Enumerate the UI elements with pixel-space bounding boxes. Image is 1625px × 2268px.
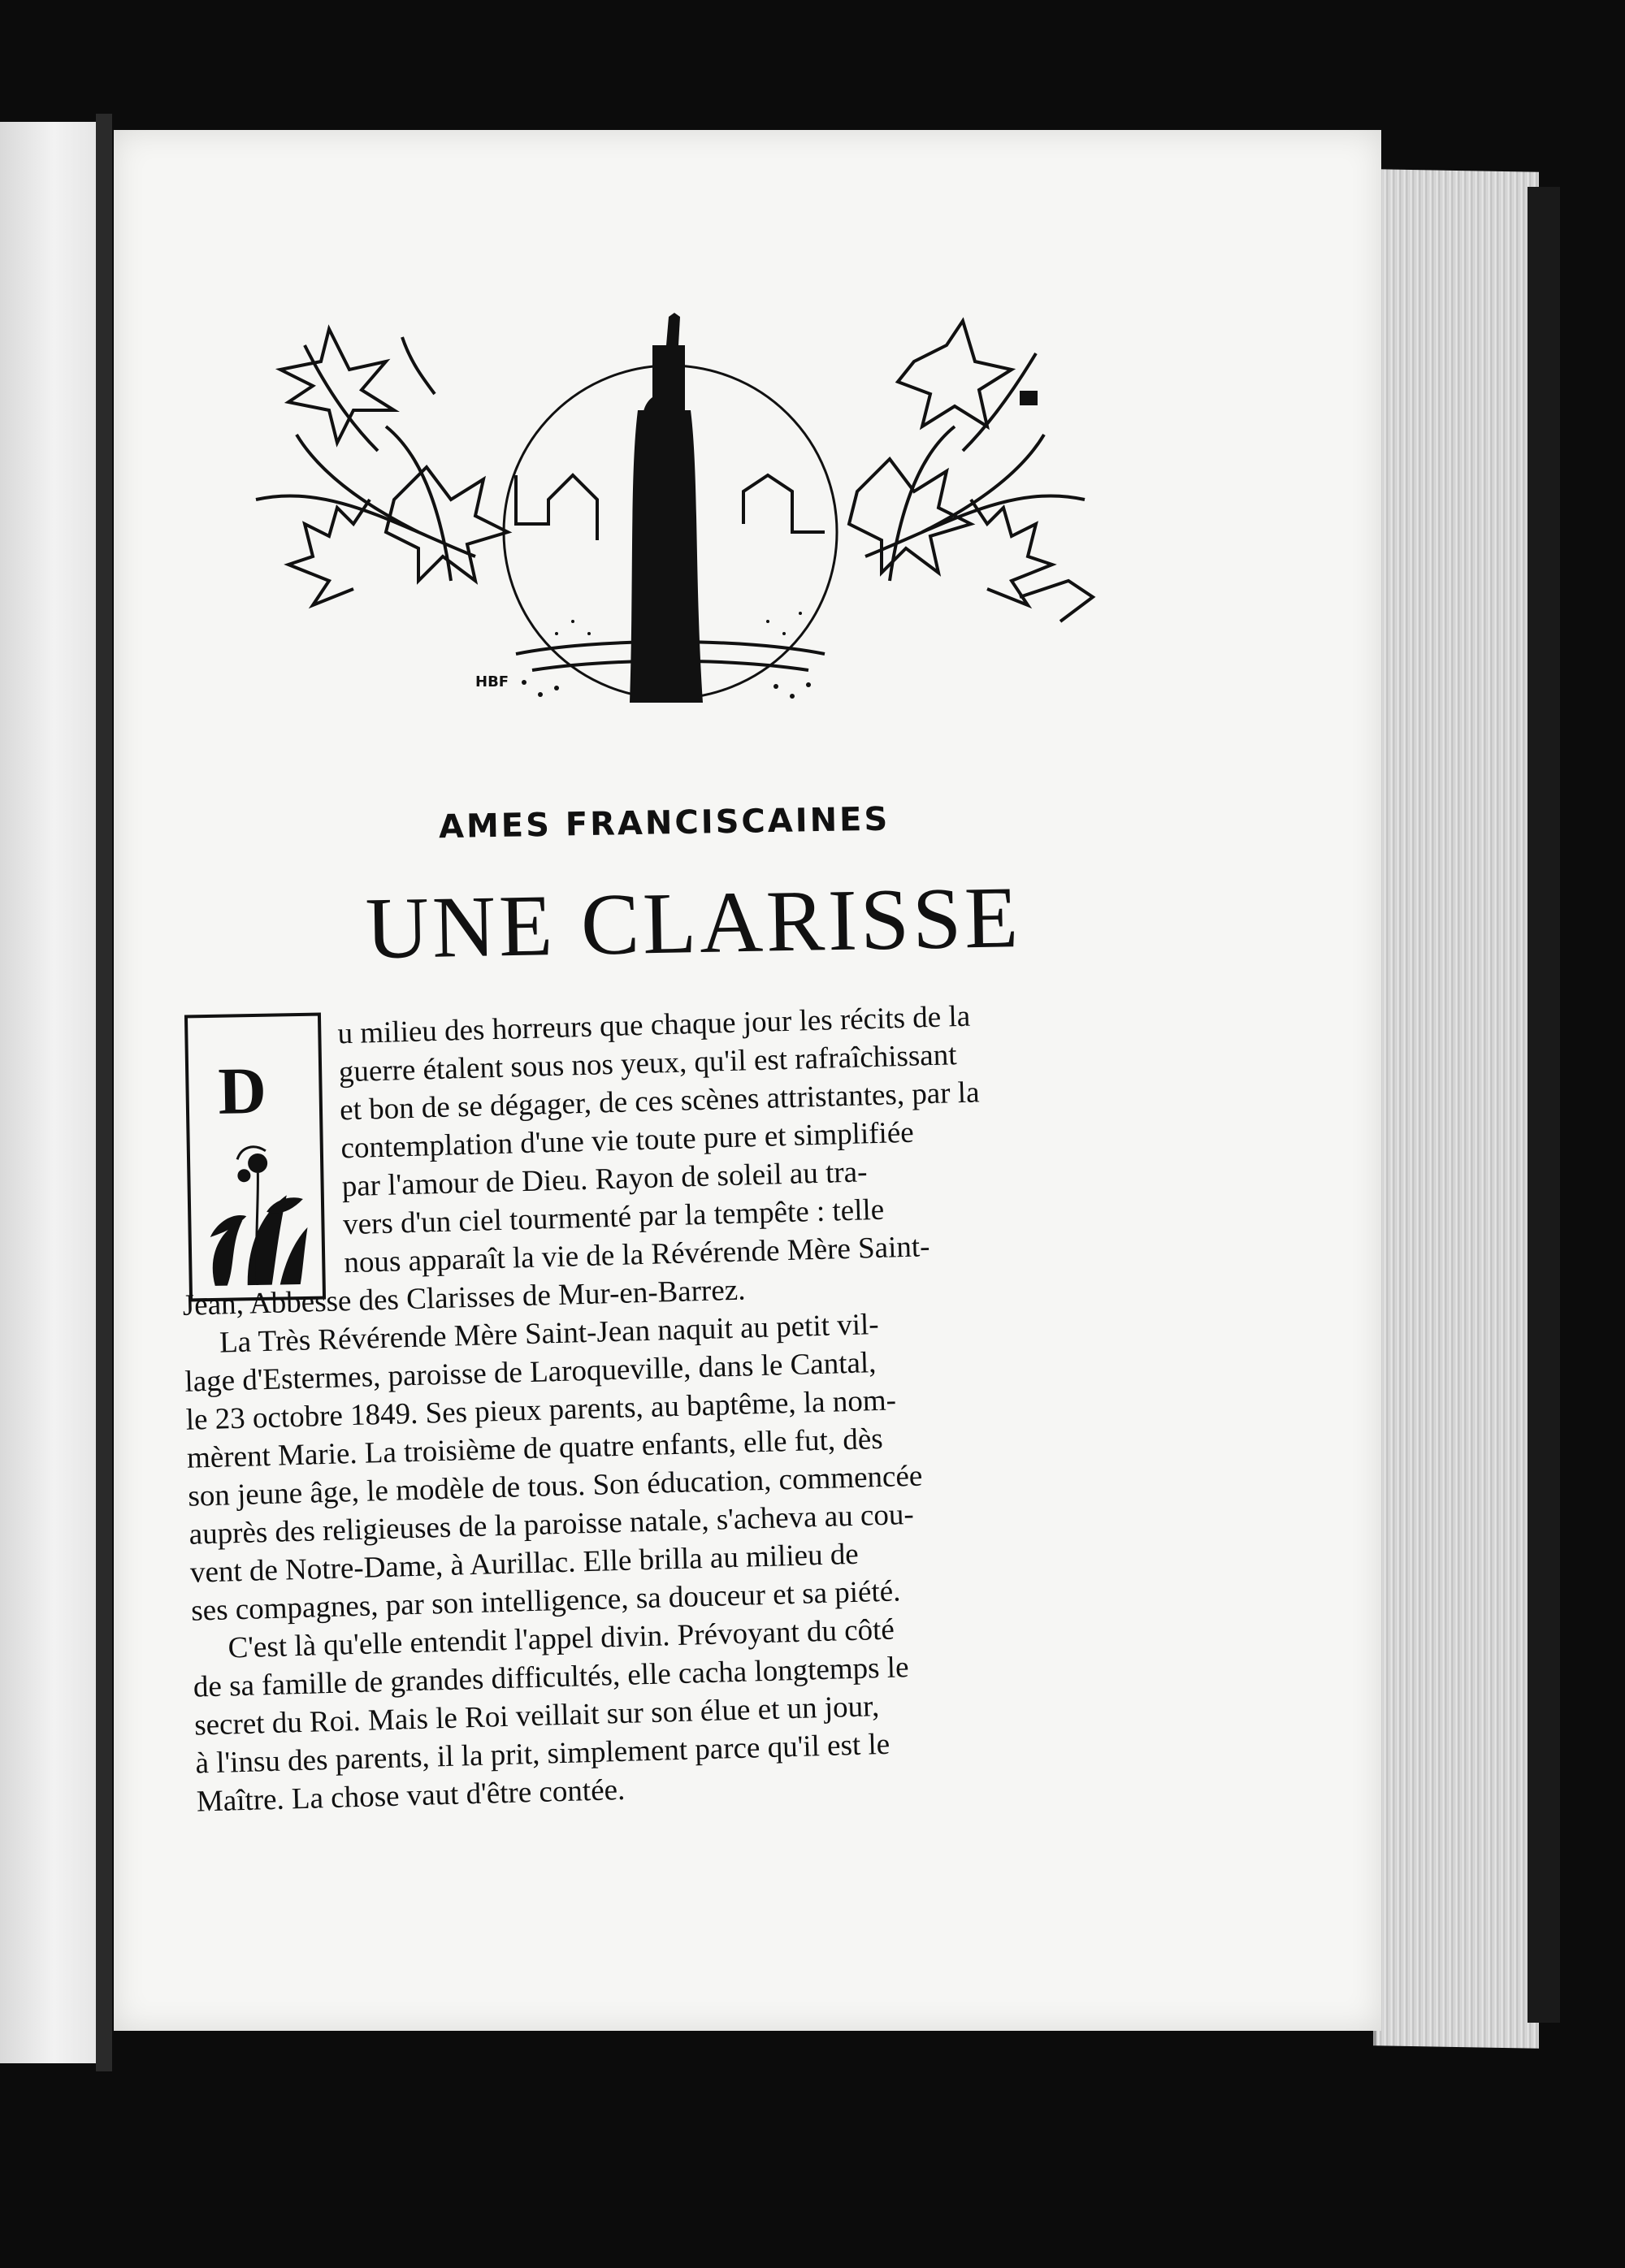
line: mèrent Marie. La troisième de quatre enfants, elle fut, dès xyxy=(186,1422,884,1475)
line: son jeune âge, le modèle de tous. Son éducation, commencée xyxy=(187,1459,923,1513)
paragraph-3 xyxy=(192,1604,1123,1821)
saint-figure xyxy=(630,410,703,703)
line: ses compagnes, par son intelligence, sa douceur et sa piété. xyxy=(190,1574,901,1628)
page-block-edges xyxy=(1373,169,1539,2049)
line: le 23 octobre 1849. Ses pieux parents, au baptême, la nom- xyxy=(185,1383,897,1437)
book-cover-shadow xyxy=(1528,187,1560,2023)
line: La Très Révérende Mère Saint-Jean naquit au petit vil- xyxy=(219,1307,880,1360)
line: à l'insu des parents, il la prit, simplement parce qu'il est le xyxy=(195,1727,890,1781)
book-gutter xyxy=(96,114,112,2071)
artist-monogram: HBF xyxy=(475,673,509,690)
line: C'est là qu'elle entendit l'appel divin. Prévoyant du côté xyxy=(228,1612,895,1665)
line: Maître. La chose vaut d'être contée. xyxy=(196,1772,626,1819)
body-text xyxy=(175,993,1123,1820)
line: nous apparaît la vie de la Révérende Mère Saint- xyxy=(343,1230,930,1280)
drop-cap-letter: D xyxy=(217,1053,267,1128)
line: contemplation d'une vie toute pure et simplifiée xyxy=(340,1115,915,1166)
line: Jean, Abbesse des Clarisses de Mur-en-Barrez. xyxy=(182,1273,746,1322)
paragraph-2 xyxy=(183,1299,1117,1630)
line: par l'amour de Dieu. Rayon de soleil au tra- xyxy=(341,1155,868,1204)
section-subtitle: AMES FRANCISCAINES xyxy=(438,800,890,846)
facing-page-edge xyxy=(0,122,102,2063)
lily-saint-illustration xyxy=(207,313,1133,719)
chapter-title: UNE CLARISSE xyxy=(365,869,1023,978)
monstrance xyxy=(666,313,680,345)
line: secret du Roi. Mais le Roi veillait sur son élue et un jour, xyxy=(193,1690,880,1742)
header-vignette xyxy=(207,313,1133,719)
line: lage d'Estermes, paroisse de Laroqueville, dans le Cantal, xyxy=(184,1346,877,1399)
line: de sa famille de grandes difficultés, elle cacha longtemps le xyxy=(193,1651,910,1704)
line: vent de Notre-Dame, à Aurillac. Elle brilla au milieu de xyxy=(189,1537,860,1590)
paragraph-1 xyxy=(175,993,1109,1325)
line: vers d'un ciel tourmenté par la tempête : telle xyxy=(342,1192,885,1242)
line: et bon de se dégager, de ces scènes attristantes, par la xyxy=(339,1076,980,1128)
line: guerre étalent sous nos yeux, qu'il est rafraîchissant xyxy=(338,1038,958,1089)
line: auprès des religieuses de la paroisse natale, s'acheva au cou- xyxy=(188,1497,915,1552)
line: u milieu des horreurs que chaque jour les récits de la xyxy=(337,999,971,1051)
